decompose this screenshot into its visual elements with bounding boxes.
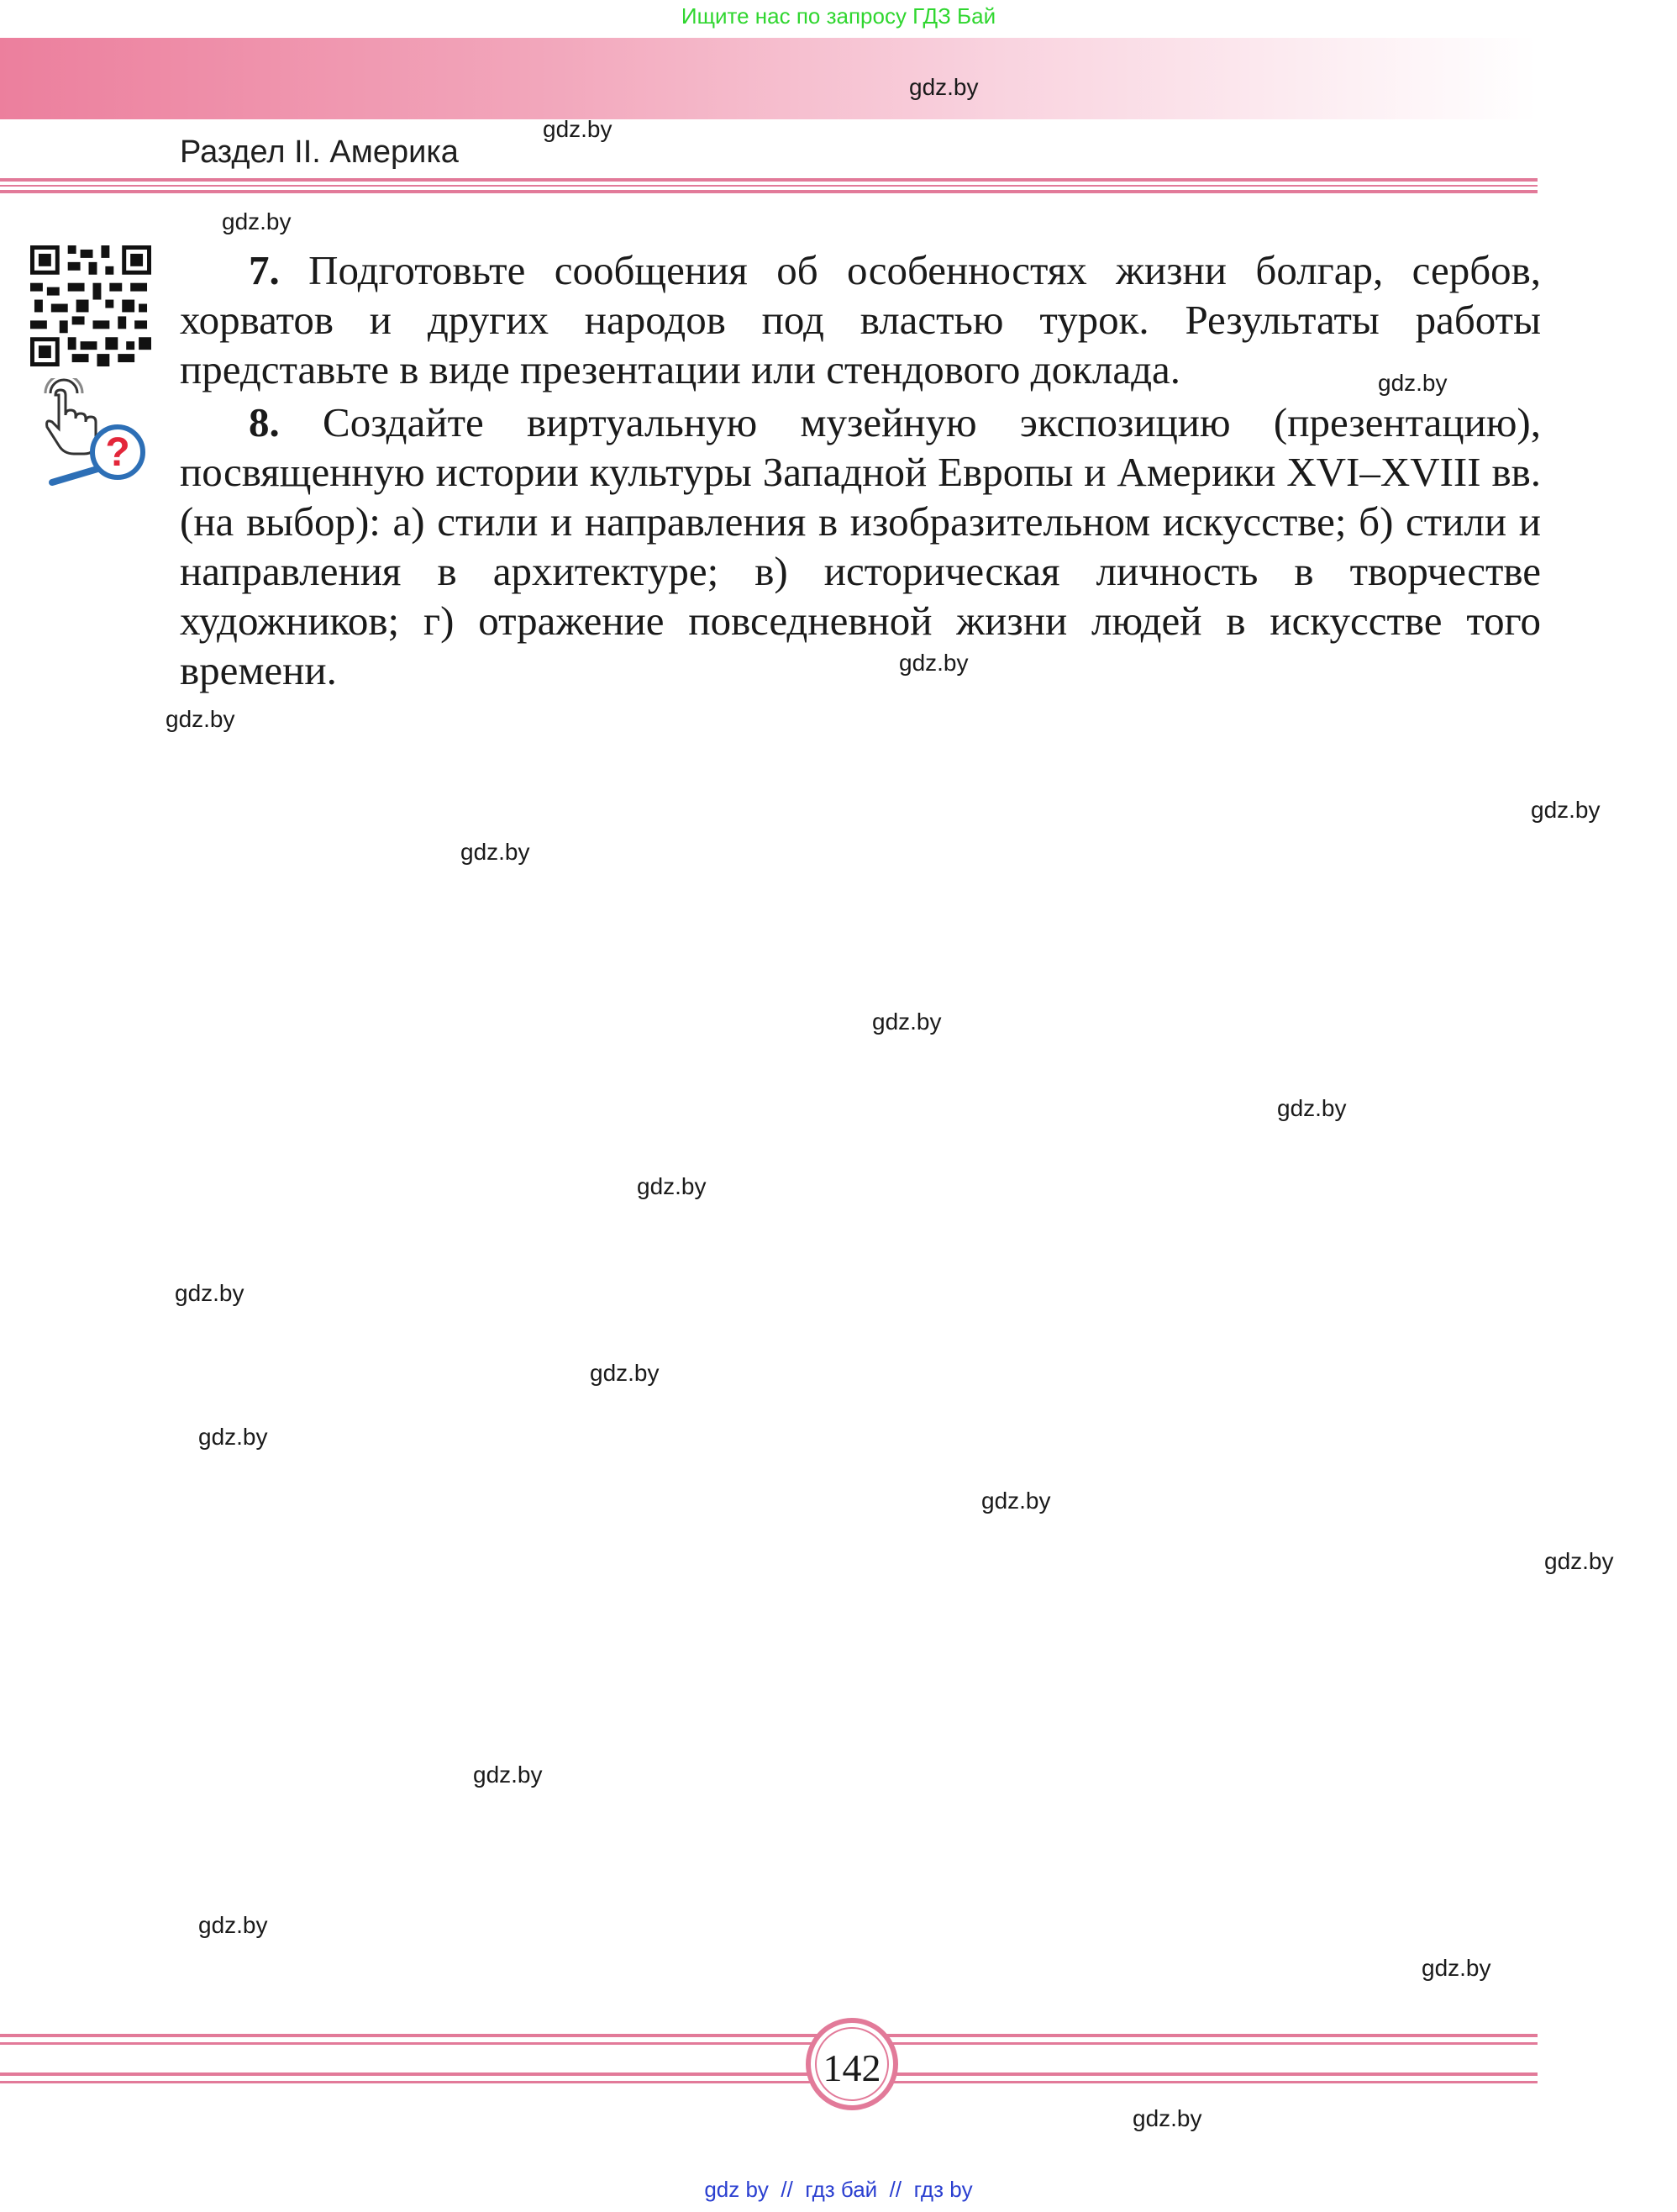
svg-text:?: ? [105,430,130,475]
watermark: gdz.by [1277,1095,1347,1121]
watermark: gdz.by [198,1424,268,1450]
watermark: gdz.by [1544,1548,1614,1574]
task-7-number: 7. [249,247,280,293]
footer-rule-1 [0,2034,1538,2037]
task-8 [180,398,1541,695]
watermark: gdz.by [637,1173,707,1199]
header-rule-3 [0,190,1538,193]
footer-rule-3 [0,2072,1538,2076]
page-number: 142 [823,2046,881,2089]
footer-rule-4 [0,2081,1538,2083]
footer-link-gdz-bai[interactable]: гдз бай [805,2177,878,2202]
watermark: gdz.by [1378,370,1448,396]
header-rule-1 [0,178,1538,182]
section-title: Раздел II. Америка [180,134,459,170]
watermark: gdz.by [1422,1955,1491,1981]
header-band [0,38,1538,119]
watermark: gdz.by [1133,2105,1202,2131]
watermark: gdz.by [981,1488,1051,1514]
footer-links [0,2177,1677,2203]
task-8-number: 8. [249,399,280,445]
footer-link-gdz-by[interactable]: gdz by [704,2177,769,2202]
task-7-text: Подготовьте сообщения об особенностях жизни болгар, сербов, хорватов и других народов под властью турок. Результаты работы представьте в виде презентации или стендового доклада. [180,247,1542,392]
footer-separator: // [889,2177,902,2202]
header-rule-2 [0,185,1538,187]
watermark: gdz.by [899,650,969,676]
top-promo-text[interactable]: Ищите нас по запросу ГДЗ Бай [681,3,996,29]
watermark: gdz.by [166,706,235,732]
watermark: gdz.by [473,1762,543,1788]
watermark: gdz.by [543,116,612,142]
footer-link-gdz-by-cyr[interactable]: гдз by [913,2177,973,2202]
task-7 [180,245,1541,394]
footer-separator: // [781,2177,793,2202]
task-8-text: Создайте виртуальную музейную экспозицию (презентацию), посвященную истории культуры Западной Европы и Америки XVI–XVIII вв. (на выбор): а) стили и направления в изобразительном искусстве; б) стили и направления в архитектуре; в) историческая личность в творчестве художников; г) отражение повседневной жизни людей в искусстве того времени. [180,399,1541,693]
watermark: gdz.by [175,1280,244,1306]
qr-code-icon[interactable] [30,245,151,366]
watermark: gdz.by [872,1009,942,1035]
watermark: gdz.by [909,74,979,100]
watermark: gdz.by [198,1912,268,1938]
watermark: gdz.by [460,839,530,865]
footer-rule-2 [0,2042,1538,2045]
watermark: gdz.by [590,1360,660,1386]
watermark: gdz.by [222,208,292,234]
watermark: gdz.by [1531,797,1601,823]
touch-search-icon [34,378,151,487]
